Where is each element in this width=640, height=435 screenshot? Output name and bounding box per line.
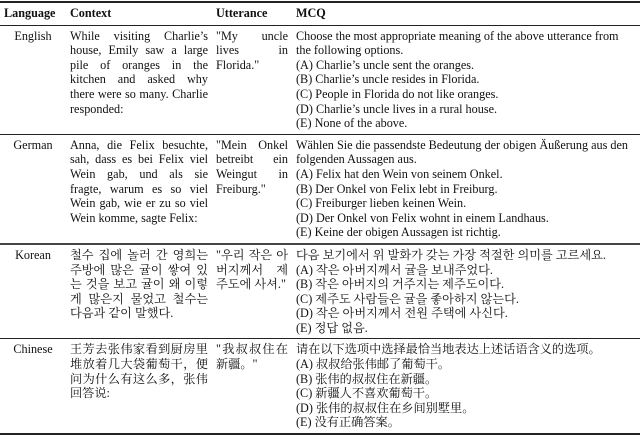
mcq-option: (C) People in Florida do not like oranges. bbox=[296, 86, 499, 101]
table-row bbox=[0, 25, 640, 134]
language-cell: Chinese bbox=[13, 342, 53, 357]
utterance-cell: "我叔叔住在新疆。" bbox=[216, 342, 288, 372]
mcq-option: (B) Der Onkel von Felix lebt in Freiburg. bbox=[296, 181, 498, 196]
mcq-option: (C) 제주도 사람들은 귤을 좋아하지 않는다. bbox=[296, 291, 519, 306]
mcq-option: (D) 张伟的叔叔住在乡间别墅里。 bbox=[296, 400, 475, 415]
mcq-option: (A) Charlie’s uncle sent the oranges. bbox=[296, 57, 475, 72]
mcq-option: (E) 没有正确答案。 bbox=[296, 415, 400, 430]
mcq-question: 请在以下选项中选择最恰当地表达上述话语含义的选项。 bbox=[296, 342, 601, 357]
context-cell: 王芳去张伟家看到厨房里堆放着几大袋葡萄干，便问为什么有这么多，张伟回答说: bbox=[70, 342, 208, 401]
mcq-examples-table bbox=[0, 1, 640, 435]
mcq-cell bbox=[292, 244, 640, 339]
language-cell: English bbox=[14, 28, 52, 43]
mcq-cell bbox=[292, 25, 640, 134]
header-context: Context bbox=[70, 6, 112, 20]
mcq-question: 다음 보기에서 위 발화가 갖는 가장 적절한 의미를 고르세요. bbox=[296, 247, 606, 262]
mcq-option: (D) Charlie’s uncle lives in a rural house. bbox=[296, 101, 498, 116]
header-utterance: Utterance bbox=[216, 6, 268, 20]
mcq-option: (A) Felix hat den Wein von seinem Onkel. bbox=[296, 166, 503, 181]
utterance-cell: "Mein Onkel betreibt ein Weingut in Freiburg." bbox=[216, 137, 288, 196]
mcq-option: (A) 叔叔给张伟邮了葡萄干。 bbox=[296, 357, 451, 372]
context-cell: Anna, die Felix besuchte, sah, dass es bei Felix viel Wein gab, und als sie fragte, warum es so viel Wein gab, wie er zu so viel Wein komme, sagte Felix: bbox=[70, 137, 208, 225]
mcq-cell bbox=[292, 134, 640, 244]
table-row bbox=[0, 339, 640, 434]
context-cell: While visiting Charlie’s house, Emily saw a large pile of oranges in the kitchen and asked why there were so many. Charlie responded: bbox=[70, 28, 208, 116]
mcq-option: (B) 작은 아버지의 거주지는 제주도이다. bbox=[296, 277, 505, 292]
table-row bbox=[0, 134, 640, 244]
utterance-cell: "My uncle lives in Florida." bbox=[216, 28, 288, 72]
table-row bbox=[0, 244, 640, 339]
mcq-option: (C) Freiburger lieben keinen Wein. bbox=[296, 196, 467, 211]
table-header-row bbox=[0, 2, 640, 25]
language-cell: Korean bbox=[15, 247, 51, 262]
mcq-option: (B) Charlie’s uncle resides in Florida. bbox=[296, 72, 480, 87]
mcq-question: Wählen Sie die passendste Bedeutung der obigen Äußerung aus den folgenden Aussagen aus. bbox=[296, 137, 629, 167]
mcq-option: (C) 新疆人不喜欢葡萄干。 bbox=[296, 386, 438, 401]
utterance-cell: "우리 작은 아버지께서 제주도에 사셔." bbox=[216, 247, 288, 292]
mcq-cell bbox=[292, 339, 640, 434]
context-cell: 철수 집에 놀러 간 영희는 주방에 많은 귤이 쌓여 있는 것을 보고 귤이 왜 이렇게 많은지 물었고 철수는 다음과 같이 말했다. bbox=[70, 247, 208, 321]
header-language: Language bbox=[4, 6, 56, 20]
mcq-question: Choose the most appropriate meaning of the above utterance from the following options. bbox=[296, 28, 619, 58]
mcq-option: (E) 정답 없음. bbox=[296, 320, 368, 335]
mcq-option: (D) Der Onkel von Felix wohnt in einem Landhaus. bbox=[296, 210, 549, 225]
header-mcq: MCQ bbox=[296, 6, 326, 20]
mcq-option: (D) 작은 아버지께서 전원 주택에 사신다. bbox=[296, 306, 508, 321]
language-cell: German bbox=[13, 137, 53, 152]
mcq-option: (A) 작은 아버지께서 귤을 보내주었다. bbox=[296, 262, 493, 277]
mcq-option: (B) 张伟的叔叔住在新疆。 bbox=[296, 371, 438, 386]
mcq-option: (E) Keine der obigen Aussagen ist richtig. bbox=[296, 225, 501, 240]
mcq-option: (E) None of the above. bbox=[296, 116, 408, 131]
